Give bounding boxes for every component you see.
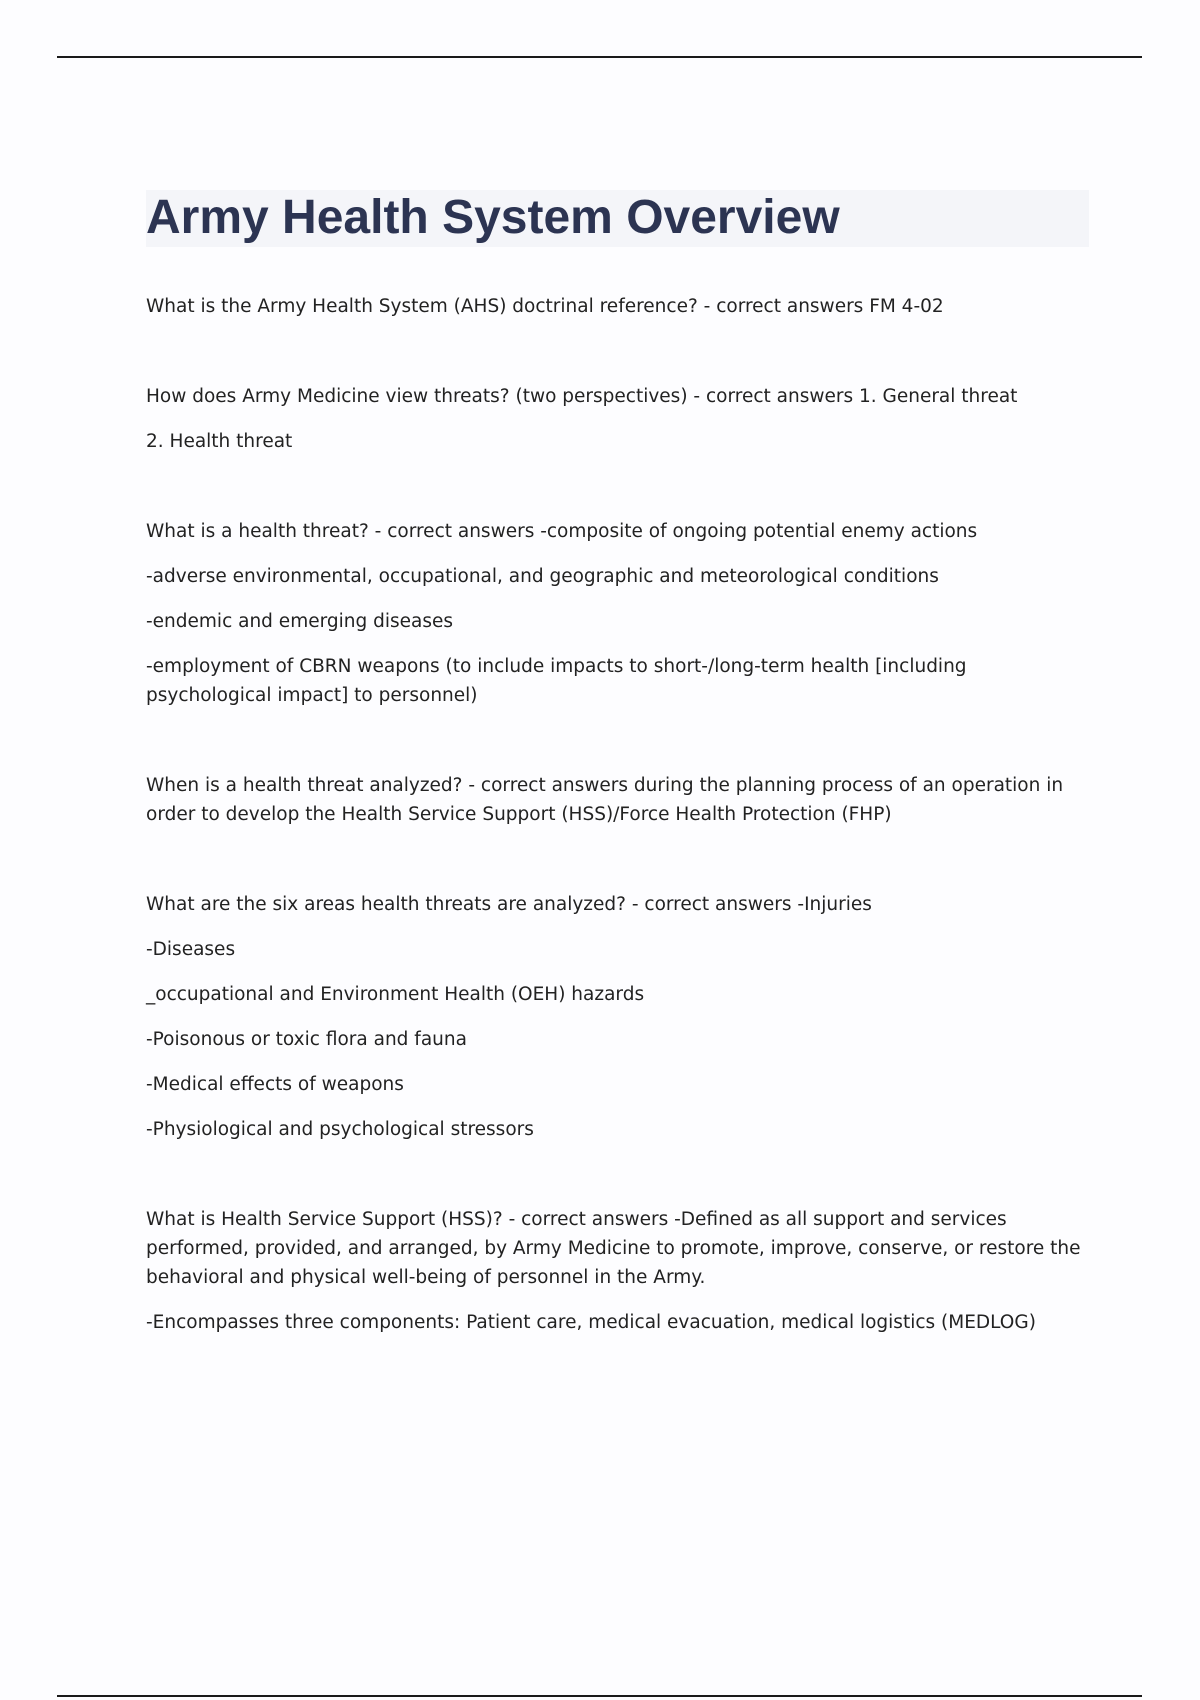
qa-line: How does Army Medicine view threats? (two perspectives) - correct answers 1. General threat xyxy=(146,386,1018,407)
qa-item xyxy=(146,517,1091,710)
qa-item xyxy=(146,890,1091,1144)
qa-item xyxy=(146,1205,1091,1337)
qa-item xyxy=(146,382,1091,456)
qa-line: -Physiological and psychological stressors xyxy=(146,1119,534,1140)
qa-item xyxy=(146,292,1091,321)
qa-line: 2. Health threat xyxy=(146,431,293,452)
qa-line: -adverse environmental, occupational, and geographic and meteorological conditions xyxy=(146,566,939,587)
qa-line: -Encompasses three components: Patient care, medical evacuation, medical logistics (MEDLOG) xyxy=(146,1312,1036,1333)
document-title: Army Health System Overview xyxy=(146,191,840,244)
qa-line: -Diseases xyxy=(146,939,236,960)
qa-line: -Medical effects of weapons xyxy=(146,1074,404,1095)
qa-line: What is Health Service Support (HSS)? - correct answers -Defined as all support and services performed, provided, and arranged, by Army Medicine to promote, improve, conserve, or restore the behavioral and physical well-being of personnel in the Army. xyxy=(146,1209,1081,1288)
bottom-rule xyxy=(57,1695,1142,1697)
qa-line: When is a health threat analyzed? - correct answers during the planning process of an operation in order to develop the Health Service Support (HSS)/Force Health Protection (FHP) xyxy=(146,775,1064,825)
qa-list xyxy=(146,292,1091,1398)
qa-line: What is the Army Health System (AHS) doctrinal reference? - correct answers FM 4-02 xyxy=(146,296,944,317)
qa-line: -employment of CBRN weapons (to include impacts to short-/long-term health [including psychological impact] to personnel) xyxy=(146,656,967,706)
qa-item xyxy=(146,771,1091,829)
top-rule xyxy=(57,56,1142,58)
qa-line: What is a health threat? - correct answers -composite of ongoing potential enemy actions xyxy=(146,521,978,542)
qa-line: What are the six areas health threats are analyzed? - correct answers -Injuries xyxy=(146,894,872,915)
qa-line: _occupational and Environment Health (OEH) hazards xyxy=(146,984,645,1005)
qa-line: -Poisonous or toxic flora and fauna xyxy=(146,1029,467,1050)
qa-line: -endemic and emerging diseases xyxy=(146,611,454,632)
